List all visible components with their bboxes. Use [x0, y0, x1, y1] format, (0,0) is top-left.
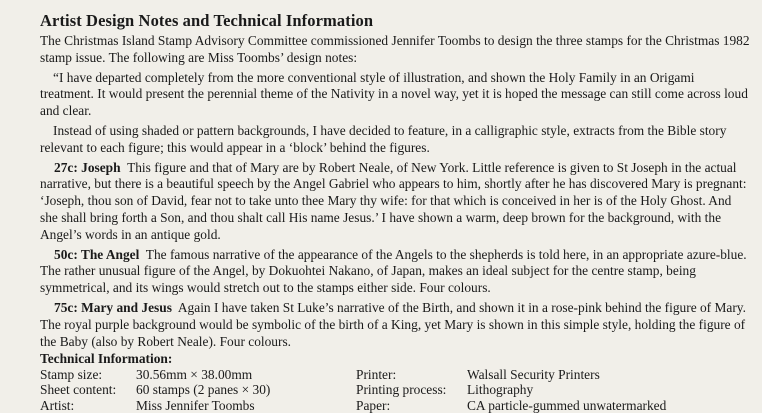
- tech-label: Paper:: [356, 398, 467, 413]
- tech-label: Stamp size:: [40, 367, 136, 383]
- stamp-note-angel: [40, 247, 750, 297]
- stamp-note-joseph: [40, 160, 750, 244]
- tech-label: Artist:: [40, 398, 136, 413]
- page-title: Artist Design Notes and Technical Information: [40, 11, 373, 31]
- tech-row: [40, 398, 707, 413]
- stamp-note-lead: 75c: Mary and Jesus: [54, 300, 172, 315]
- tech-label: Printer:: [356, 367, 467, 383]
- tech-label: Printing process:: [356, 382, 467, 398]
- tech-value: Walsall Security Printers: [467, 367, 707, 383]
- design-notes: [40, 33, 750, 353]
- stamp-note-text: This figure and that of Mary are by Robert Neale, of New York. Little reference is given to St Joseph in the actual narrative, but there is a beautiful speech by the Angel Gabriel who appears to him, shortly after he has discovered Mary is pregnant: ‘Joseph, thou son of David, fear not to take unto thee Mary thy wife: for that which is conceived in her is of the Holy Ghost. And she shall bring forth a Son, and thou shalt call His name Jesus.’ I have shown a warm, deep brown for the background, with the Angel’s words in an antique gold.: [40, 160, 747, 242]
- tech-row: [40, 382, 707, 398]
- technical-heading: Technical Information:: [40, 351, 707, 367]
- tech-value: CA particle-gummed unwatermarked: [467, 398, 707, 413]
- tech-row: [40, 367, 707, 383]
- tech-value: Lithography: [467, 382, 707, 398]
- stamp-note-lead: 50c: The Angel: [54, 247, 139, 262]
- tech-value: Miss Jennifer Toombs: [136, 398, 356, 413]
- tech-value: 30.56mm × 38.00mm: [136, 367, 356, 383]
- intro-paragraph: The Christmas Island Stamp Advisory Committee commissioned Jennifer Toombs to design the three stamps for the Christmas 1982 stamp issue. The following are Miss Toombs’ design notes:: [40, 33, 750, 67]
- stamp-note-text: The famous narrative of the appearance of the Angels to the shepherds is told here, in an appropriate azure-blue. The rather unusual figure of the Angel, by Dokuohtei Nakano, of Japan, makes an ideal subject for the centre stamp, being symmetrical, and its wings would stretch out to the stamps either side. Four colours.: [40, 247, 747, 296]
- stamp-note-lead: 27c: Joseph: [54, 160, 121, 175]
- stamp-note-mary-jesus: [40, 300, 750, 350]
- quote-paragraph-1: “I have departed completely from the more conventional style of illustration, and shown the Holy Family in an Origami treatment. It would present the perennial theme of the Nativity in a novel way, yet it is hoped the message can still come across loud and clear.: [40, 70, 750, 120]
- tech-label: Sheet content:: [40, 382, 136, 398]
- technical-information: [40, 351, 707, 413]
- tech-value: 60 stamps (2 panes × 30): [136, 382, 356, 398]
- stamp-note-text: Again I have taken St Luke’s narrative of the Birth, and shown it in a rose-pink behind the figure of Mary. The royal purple background would be symbolic of the birth of a King, yet Mary is shown in this simple style, holding the figure of the Baby (also by Robert Neale). Four colours.: [40, 300, 746, 349]
- quote-paragraph-2: Instead of using shaded or pattern backgrounds, I have decided to feature, in a calligraphic style, extracts from the Bible story relevant to each figure; this would appear in a ‘block’ behind the figures.: [40, 123, 750, 157]
